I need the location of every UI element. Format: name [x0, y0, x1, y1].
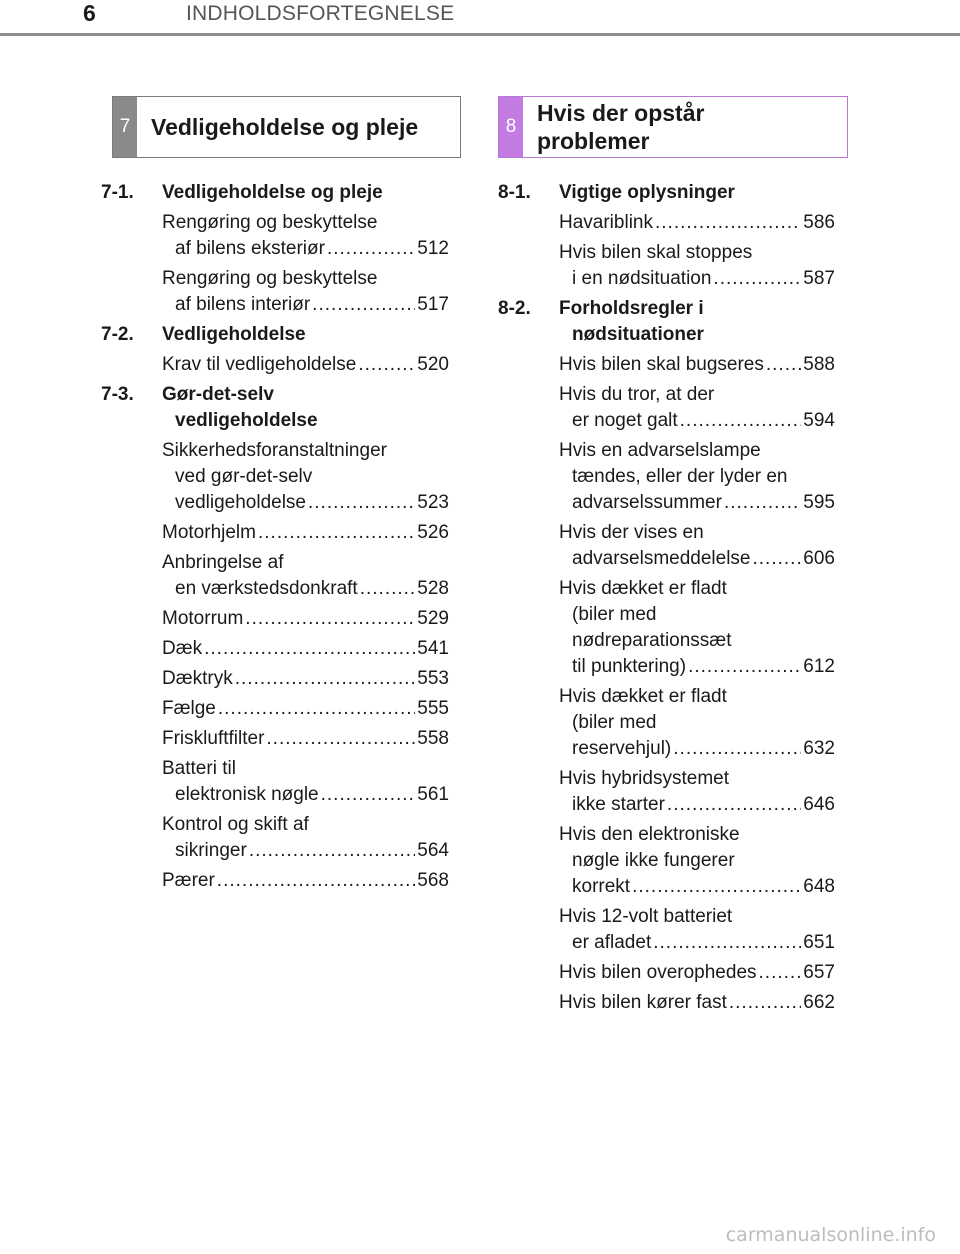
chapter-title-line: Hvis der opstår: [537, 100, 705, 126]
chapter-7-header[interactable]: [112, 96, 461, 158]
entry-last-line: [559, 352, 835, 378]
entry-page-number: 568: [417, 870, 449, 891]
entry-page-number: 595: [803, 492, 835, 513]
entry-text-line: (biler med: [572, 712, 657, 733]
entry-page-number: 648: [803, 876, 835, 897]
entry-text-line: elektronisk nøgle: [175, 784, 319, 805]
entry-last-line: [559, 930, 835, 956]
section-number: 8-1.: [498, 182, 531, 203]
entry-text-line: i en nødsituation: [572, 268, 712, 289]
toc-entry[interactable]: [559, 240, 835, 292]
entry-text-line: Havariblink: [559, 212, 653, 233]
entry-text-line: Fælge: [162, 698, 216, 719]
section-title: [162, 180, 449, 206]
entry-text-line: Hvis bilen overophedes: [559, 962, 757, 983]
entry-text-line: Anbringelse af: [162, 552, 284, 573]
section-title-line: Gør-det-selv: [162, 384, 274, 405]
entry-text-line: er noget galt: [572, 410, 678, 431]
entry-text-line: en værkstedsdonkraft: [175, 578, 358, 599]
dot-leader: [673, 736, 801, 762]
section-title-line: Forholdsregler i: [559, 298, 704, 319]
toc-entry[interactable]: [162, 438, 449, 516]
dot-leader: [653, 930, 801, 956]
dot-leader: [680, 408, 802, 434]
entry-last-line: [559, 210, 835, 236]
toc-entry[interactable]: [559, 210, 835, 236]
entry-text-line: Hvis bilen kører fast: [559, 992, 727, 1013]
entry-text-line: Hvis en advarselslampe: [559, 440, 761, 461]
toc-entry[interactable]: [162, 756, 449, 808]
entry-page-number: 651: [803, 932, 835, 953]
dot-leader: [218, 696, 415, 722]
dot-leader: [312, 292, 415, 318]
entry-text-line: Motorrum: [162, 608, 244, 629]
toc-entry[interactable]: [162, 812, 449, 864]
entry-text-line: Batteri til: [162, 758, 236, 779]
entry-last-line: [162, 636, 449, 662]
entry-last-line: [559, 546, 835, 572]
entry-text-line: Krav til vedligeholdelse: [162, 354, 357, 375]
section-title-line: vedligeholdelse: [175, 410, 318, 431]
chapter-title: [523, 99, 704, 155]
entry-text-line: advarselssummer: [572, 492, 722, 513]
dot-leader: [724, 490, 801, 516]
entry-text-line: Hvis dækket er fladt: [559, 686, 727, 707]
dot-leader: [632, 874, 801, 900]
page-number: 6: [83, 0, 96, 26]
entry-last-line: [559, 654, 835, 680]
section-title-line: Vedligeholdelse og pleje: [162, 182, 383, 203]
entry-last-line: [162, 838, 449, 864]
entry-text-line: sikringer: [175, 840, 247, 861]
toc-entry[interactable]: [559, 684, 835, 762]
section-title: [559, 180, 835, 206]
dot-leader: [204, 636, 415, 662]
entry-last-line: [162, 576, 449, 602]
chapter-number-tab: 8: [499, 97, 523, 157]
section-number: 7-1.: [101, 182, 134, 203]
entry-text-line: Hvis bilen skal bugseres: [559, 354, 764, 375]
entry-text-line: af bilens interiør: [175, 294, 311, 315]
toc-entry[interactable]: [559, 822, 835, 900]
entry-last-line: [559, 490, 835, 516]
entry-page-number: 632: [803, 738, 835, 759]
dot-leader: [266, 726, 415, 752]
section-title-line: nødsituationer: [572, 324, 704, 345]
dot-leader: [688, 654, 801, 680]
entry-page-number: 588: [803, 354, 835, 375]
chapter-title-line: problemer: [537, 128, 650, 154]
entry-last-line: [559, 874, 835, 900]
section-title-line: Vedligeholdelse: [162, 324, 306, 345]
entry-text-line: Hvis der vises en: [559, 522, 704, 543]
header-rule: [0, 33, 960, 36]
toc-entry[interactable]: [559, 576, 835, 680]
toc-entry[interactable]: [559, 382, 835, 434]
entry-page-number: 558: [417, 728, 449, 749]
entry-text-line: Motorhjelm: [162, 522, 256, 543]
entry-text-line: Pærer: [162, 870, 215, 891]
entry-text-line: til punktering): [572, 656, 687, 677]
entry-text-line: nødreparationssæt: [572, 630, 732, 651]
entry-page-number: 529: [417, 608, 449, 629]
entry-text-line: reservehjul): [572, 738, 672, 759]
dot-leader: [766, 352, 801, 378]
entry-last-line: [559, 792, 835, 818]
dot-leader: [729, 990, 801, 1016]
entry-text-line: Hvis 12-volt batteriet: [559, 906, 733, 927]
entry-text-line: vedligeholdelse: [175, 492, 306, 513]
toc-entry[interactable]: [162, 266, 449, 318]
toc-entry[interactable]: [559, 438, 835, 516]
entry-last-line: [162, 236, 449, 262]
page-title: INDHOLDSFORTEGNELSE: [186, 2, 455, 25]
entry-page-number: 523: [417, 492, 449, 513]
toc-entry[interactable]: [559, 766, 835, 818]
toc-entry[interactable]: [162, 636, 449, 662]
toc-entry[interactable]: [559, 990, 835, 1016]
section-number: 7-2.: [101, 324, 134, 345]
entry-page-number: 646: [803, 794, 835, 815]
entry-text-line: advarselsmeddelelse: [572, 548, 751, 569]
entry-last-line: [559, 266, 835, 292]
entry-last-line: [559, 990, 835, 1016]
entry-text-line: ikke starter: [572, 794, 665, 815]
toc-entry[interactable]: [162, 726, 449, 752]
toc-entry[interactable]: [162, 666, 449, 692]
dot-leader: [753, 546, 802, 572]
toc-column-right: [498, 180, 835, 1020]
entry-text-line: nøgle ikke fungerer: [572, 850, 735, 871]
entry-page-number: 517: [417, 294, 449, 315]
dot-leader: [235, 666, 416, 692]
entry-text-line: af bilens eksteriør: [175, 238, 325, 259]
dot-leader: [327, 236, 415, 262]
chapter-title-line: Vedligeholdelse og pleje: [151, 114, 419, 140]
entry-last-line: [162, 352, 449, 378]
dot-leader: [217, 868, 416, 894]
entry-page-number: 561: [417, 784, 449, 805]
entry-last-line: [162, 726, 449, 752]
entry-text-line: Friskluftfilter: [162, 728, 265, 749]
entry-last-line: [559, 960, 835, 986]
dot-leader: [655, 210, 801, 236]
toc-entry[interactable]: [559, 904, 835, 956]
dot-leader: [258, 520, 415, 546]
toc-entry[interactable]: [162, 520, 449, 546]
entry-text-line: Hvis hybridsystemet: [559, 768, 729, 789]
entry-text-line: Rengøring og beskyttelse: [162, 212, 378, 233]
entry-last-line: [162, 490, 449, 516]
toc-entry[interactable]: [162, 696, 449, 722]
entry-text-line: korrekt: [572, 876, 631, 897]
toc-entry[interactable]: [162, 352, 449, 378]
toc-section[interactable]: [101, 322, 449, 348]
entry-text-line: ved gør-det-selv: [175, 466, 313, 487]
dot-leader: [360, 576, 416, 602]
entry-last-line: [162, 868, 449, 894]
toc-entry[interactable]: [162, 550, 449, 602]
toc-section[interactable]: [101, 180, 449, 206]
entry-page-number: 541: [417, 638, 449, 659]
dot-leader: [713, 266, 801, 292]
toc-entry[interactable]: [162, 868, 449, 894]
entry-last-line: [559, 408, 835, 434]
entry-last-line: [162, 696, 449, 722]
toc-section[interactable]: [498, 180, 835, 206]
dot-leader: [308, 490, 415, 516]
dot-leader: [321, 782, 416, 808]
entry-page-number: 612: [803, 656, 835, 677]
toc-section[interactable]: [498, 296, 835, 348]
section-title-line: Vigtige oplysninger: [559, 182, 735, 203]
dot-leader: [759, 960, 802, 986]
entry-text-line: Hvis bilen skal stoppes: [559, 242, 753, 263]
dot-leader: [245, 606, 415, 632]
entry-text-line: Kontrol og skift af: [162, 814, 309, 835]
section-number: 8-2.: [498, 298, 531, 319]
toc-entry[interactable]: [162, 606, 449, 632]
toc-column-left: [101, 180, 449, 898]
toc-entry[interactable]: [559, 352, 835, 378]
entry-text-line: Dæk: [162, 638, 203, 659]
entry-text-line: tændes, eller der lyder en: [572, 466, 788, 487]
entry-text-line: Dæktryk: [162, 668, 233, 689]
entry-page-number: 528: [417, 578, 449, 599]
entry-text-line: Sikkerhedsforanstaltninger: [162, 440, 387, 461]
entry-text-line: Rengøring og beskyttelse: [162, 268, 378, 289]
entry-page-number: 526: [417, 522, 449, 543]
dot-leader: [358, 352, 415, 378]
dot-leader: [249, 838, 415, 864]
entry-page-number: 553: [417, 668, 449, 689]
entry-page-number: 586: [803, 212, 835, 233]
toc-entry[interactable]: [559, 520, 835, 572]
chapter-8-header[interactable]: [498, 96, 848, 158]
entry-page-number: 662: [803, 992, 835, 1013]
entry-text-line: (biler med: [572, 604, 657, 625]
toc-section[interactable]: [101, 382, 449, 434]
entry-page-number: 606: [803, 548, 835, 569]
entry-last-line: [559, 736, 835, 762]
entry-text-line: Hvis dækket er fladt: [559, 578, 727, 599]
entry-page-number: 555: [417, 698, 449, 719]
entry-last-line: [162, 666, 449, 692]
entry-page-number: 512: [417, 238, 449, 259]
entry-page-number: 594: [803, 410, 835, 431]
toc-entry[interactable]: [162, 210, 449, 262]
toc-entry[interactable]: [559, 960, 835, 986]
chapter-number-tab: 7: [113, 97, 137, 157]
entry-page-number: 564: [417, 840, 449, 861]
watermark-text: carmanualsonline.info: [725, 1224, 936, 1246]
entry-last-line: [162, 606, 449, 632]
entry-last-line: [162, 520, 449, 546]
entry-text-line: er afladet: [572, 932, 652, 953]
entry-last-line: [162, 782, 449, 808]
dot-leader: [667, 792, 801, 818]
section-title: [162, 322, 449, 348]
entry-text-line: Hvis du tror, at der: [559, 384, 715, 405]
entry-page-number: 587: [803, 268, 835, 289]
entry-page-number: 520: [417, 354, 449, 375]
section-title: [559, 296, 835, 348]
chapter-title: [137, 113, 418, 141]
section-number: 7-3.: [101, 384, 134, 405]
page-header: [0, 0, 960, 36]
entry-page-number: 657: [803, 962, 835, 983]
entry-text-line: Hvis den elektroniske: [559, 824, 740, 845]
entry-last-line: [162, 292, 449, 318]
section-title: [162, 382, 449, 434]
